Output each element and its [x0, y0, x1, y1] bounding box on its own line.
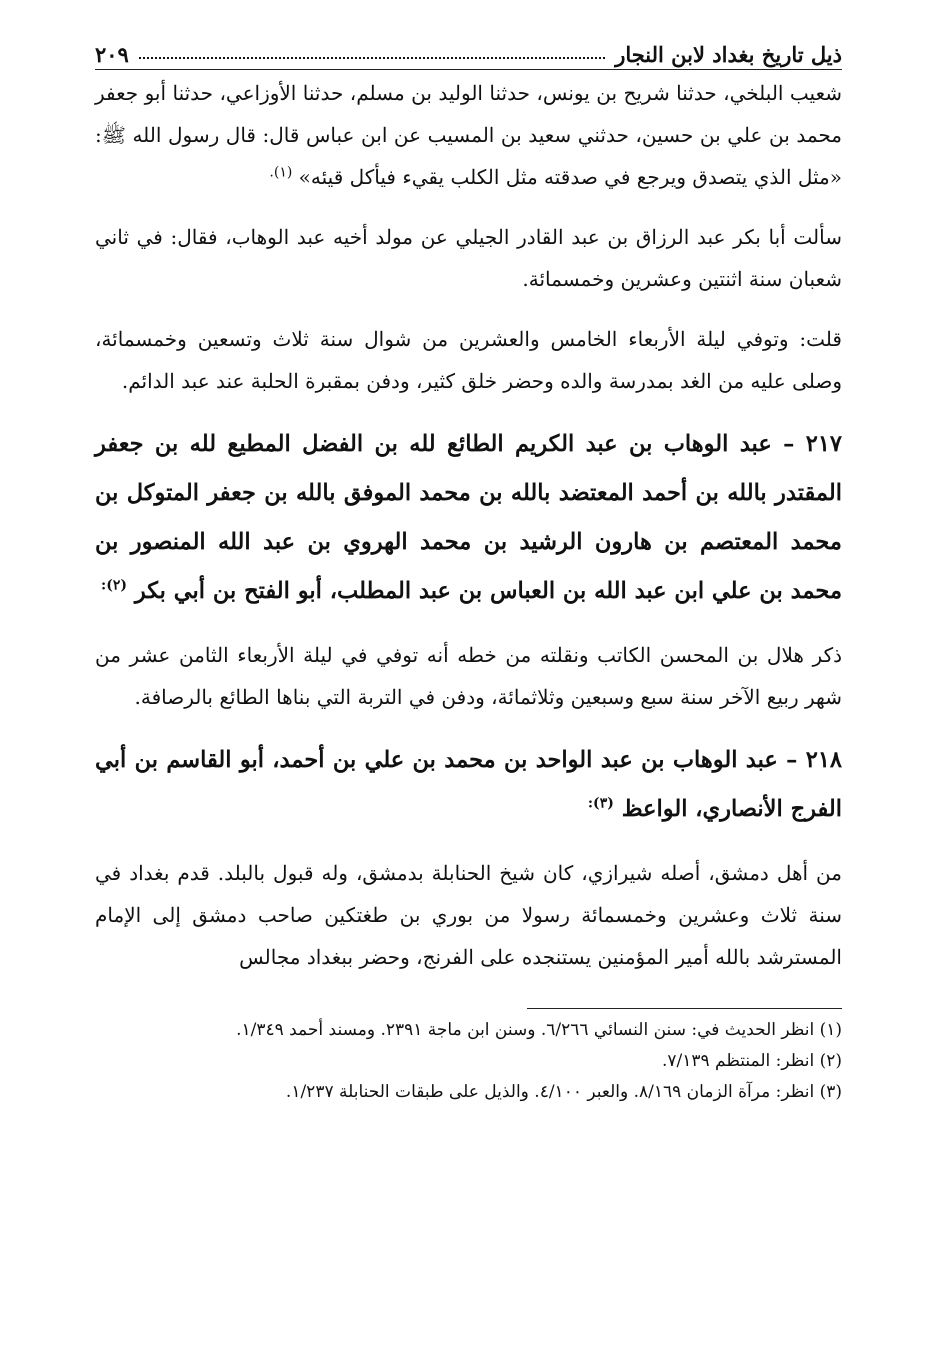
footnote-2: (٢) انظر: المنتظم ٧/١٣٩.: [661, 1051, 842, 1071]
footnote-ref-2: (٢):: [101, 577, 127, 594]
header-title: ذيل تاريخ بغداد لابن النجار: [615, 42, 842, 67]
entry-heading-217: [95, 420, 842, 616]
footnote-ref-3: (٣):: [587, 795, 614, 812]
footnote-divider: [527, 1008, 842, 1009]
entry-217-text: ٢١٧ – عبد الوهاب بن عبد الكريم الطائع لله بن الفضل المطيع لله بن جعفر المقتدر بالله بن أحمد المعتضد بالله بن محمد الموفق بالله بن جعفر المتوكل بن محمد المعتصم بن هارون الرشيد بن محمد الهروي بن عبد الله المنصور بن محمد بن علي ابن عبد الله بن العباس بن عبد المطلب، أبو الفتح بن أبي بكر: [95, 431, 842, 604]
page-number: ٢٠٩: [95, 42, 129, 67]
paragraph-hadith: [95, 72, 842, 198]
footnote-ref-1: (١).: [269, 164, 293, 181]
paragraph-217-body: ذكر هلال بن المحسن الكاتب ونقلته من خطه أنه توفي في ليلة الأربعاء الثامن عشر من شهر ربيع الآخر سنة سبع وسبعين وثلاثمائة، ودفن في التربة التي بناها الطائع بالرصافة.: [95, 643, 842, 709]
spacer: [95, 718, 842, 736]
footnote-1: (١) انظر الحديث في: سنن النسائي ٦/٢٦٦. وسنن ابن ماجة ٢٣٩١. ومسند أحمد ١/٣٤٩.: [236, 1020, 842, 1040]
running-header: [95, 30, 842, 70]
spacer: [95, 402, 842, 420]
footnote-3: (٣) انظر: مرآة الزمان ٨/١٦٩. والعبر ٤/١٠٠. والذيل على طبقات الحنابلة ١/٢٣٧.: [285, 1082, 842, 1102]
spacer: [95, 834, 842, 852]
header-leader-dots: [139, 57, 605, 59]
spacer: [95, 300, 842, 318]
entry-heading-218: [95, 736, 842, 834]
spacer: [95, 198, 842, 216]
entry-218-text: ٢١٨ – عبد الوهاب بن عبد الواحد بن محمد بن علي بن أحمد، أبو القاسم بن أبي الفرج الأنصاري، الواعظ: [95, 747, 842, 822]
spacer: [95, 616, 842, 634]
paragraph-hadith-text: شعيب البلخي، حدثنا شريح بن يونس، حدثنا الوليد بن مسلم، حدثنا الأوزاعي، حدثنا أبو جعفر محمد بن علي بن حسين، حدثني سعيد بن المسيب عن ابن عباس قال: قال رسول الله ﷺ: «مثل الذي يتصدق ويرجع في صدقته مثل الكلب يقيء فيأكل قيئه»: [95, 81, 842, 189]
paragraph-birth: سألت أبا بكر عبد الرزاق بن عبد القادر الجيلي عن مولد أخيه عبد الوهاب، فقال: في ثاني شعبان سنة اثنتين وعشرين وخمسمائة.: [95, 225, 842, 291]
paragraph-218-body: من أهل دمشق، أصله شيرازي، كان شيخ الحنابلة بدمشق، وله قبول بالبلد. قدم بغداد في سنة ثلاث وعشرين وخمسمائة رسولا من بوري بن طغتكين صاحب دمشق إلى الإمام المسترشد بالله أمير المؤمنين يستنجده على الفرنج، وحضر ببغداد مجالس: [95, 861, 842, 969]
paragraph-death: قلت: وتوفي ليلة الأربعاء الخامس والعشرين من شوال سنة ثلاث وتسعين وخمسمائة، وصلى عليه من الغد بمدرسة والده وحضر خلق كثير، ودفن بمقبرة الحلبة عند عبد الدائم.: [95, 327, 842, 393]
footnotes: [95, 1015, 842, 1108]
